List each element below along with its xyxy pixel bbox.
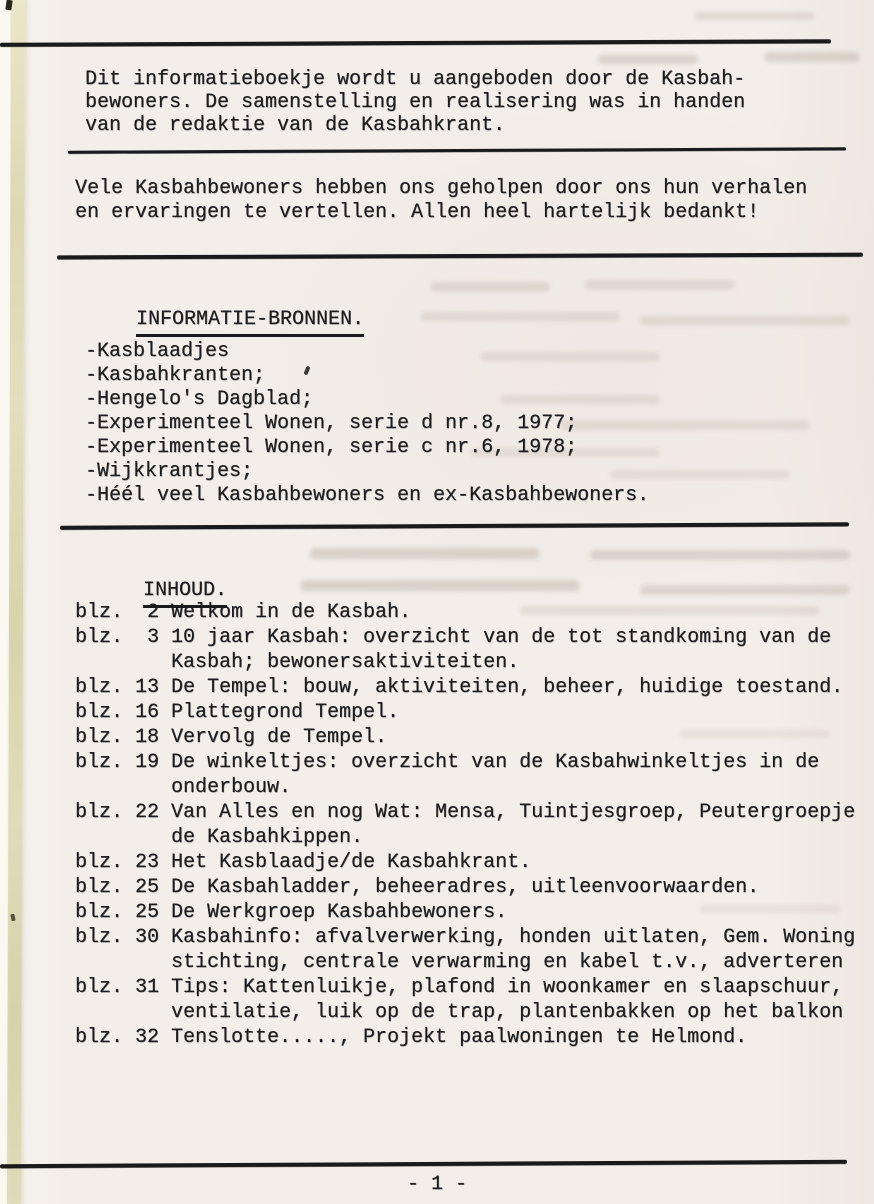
bleed-through-mark: [310, 548, 540, 559]
toc-entry-line: blz. 13 De Tempel: bouw, aktiviteiten, beheer, huidige toestand.: [75, 676, 844, 699]
source-item: -Hengelo's Dagblad;: [85, 388, 314, 411]
toc-entry: [75, 600, 855, 625]
toc-entry-line: blz. 30 Kasbahinfo: afvalverwerking, honden uitlaten, Gem. Woning: [75, 926, 856, 949]
toc-entry: [75, 900, 855, 925]
bleed-through-mark: [640, 316, 850, 325]
paragraph-line: van de redaktie van de Kasbahkrant.: [85, 114, 506, 137]
bleed-through-mark: [585, 280, 735, 290]
horizontal-rule: [60, 522, 849, 529]
source-item: -Experimenteel Wonen, serie d nr.8, 1977;: [85, 412, 578, 435]
toc-entry-line: blz. 32 Tenslotte....., Projekt paalwoningen te Helmond.: [75, 1026, 748, 1049]
bleed-through-mark: [430, 282, 550, 292]
source-item: -Héél veel Kasbahbewoners en ex-Kasbahbewoners.: [85, 484, 650, 507]
horizontal-rule: [57, 253, 863, 260]
paragraph-line: en ervaringen te vertellen. Allen heel hartelijk bedankt!: [75, 201, 760, 224]
bleed-through-mark: [300, 580, 580, 591]
toc-entry: [75, 975, 855, 1025]
intro-paragraph: [85, 68, 745, 137]
toc-entry: [75, 875, 855, 900]
toc-list: [75, 600, 855, 1050]
toc-entry: [75, 625, 855, 675]
sources-list: [85, 340, 649, 508]
toc-entry-line: blz. 23 Het Kasblaadje/de Kasbahkrant.: [75, 851, 532, 874]
toc-entry: [75, 925, 855, 975]
acknowledgement-paragraph: [75, 177, 807, 225]
source-item: -Wijkkrantjes;: [85, 460, 254, 483]
bleed-through-mark: [764, 52, 860, 62]
toc-entry-line: blz. 31 Tips: Kattenluikje, plafond in woonkamer en slaapschuur,: [75, 976, 844, 999]
toc-wrap-line: de Kasbahkippen.: [75, 826, 364, 849]
toc-entry: [75, 850, 855, 875]
toc-entry-line: blz. 25 De Kasbahladder, beheeradres, uitleenvoorwaarden.: [75, 876, 760, 899]
source-item: -Kasblaadjes: [85, 340, 230, 363]
toc-entry-line: blz. 22 Van Alles en nog Wat: Mensa, Tuintjesgroep, Peutergroepje: [75, 801, 856, 824]
bleed-through-mark: [640, 585, 850, 595]
toc-entry-line: blz. 2 Welkom in de Kasbah.: [75, 601, 412, 624]
source-item: -Kasbahkranten;: [85, 364, 266, 387]
horizontal-rule-bottom: [0, 1160, 847, 1168]
page-edge-strip: [7, 0, 25, 1204]
toc-wrap-line: Kasbah; bewonersaktiviteiten.: [75, 651, 520, 674]
toc-entry-line: blz. 18 Vervolg de Tempel.: [75, 726, 388, 749]
toc-entry-line: blz. 19 De winkeltjes: overzicht van de Kasbahwinkeltjes in de: [75, 751, 820, 774]
toc-entry-line: blz. 25 De Werkgroep Kasbahbewoners.: [75, 901, 508, 924]
paragraph-line: Vele Kasbahbewoners hebben ons geholpen door ons hun verhalen: [75, 177, 808, 200]
toc-entry-line: blz. 16 Plattegrond Tempel.: [75, 701, 400, 724]
contents-heading-text: INHOUD.: [143, 579, 227, 608]
horizontal-rule-top: [0, 39, 831, 47]
sources-heading-text: INFORMATIE-BRONNEN.: [136, 308, 364, 337]
horizontal-rule: [68, 147, 846, 153]
toc-wrap-line: ventilatie, luik op de trap, plantenbakken op het balkon: [75, 1001, 844, 1024]
bleed-through-mark: [420, 312, 620, 321]
paragraph-line: Dit informatieboekje wordt u aangeboden door de Kasbah-: [85, 68, 746, 91]
toc-wrap-line: stichting, centrale verwarming en kabel t.v., adverteren: [75, 951, 844, 974]
toc-entry-line: blz. 3 10 jaar Kasbah: overzicht van de tot standkoming van de: [75, 626, 832, 649]
bleed-through-mark: [590, 550, 850, 560]
source-item: -Experimenteel Wonen, serie c nr.6, 1978;: [85, 436, 578, 459]
bleed-through-mark: [694, 12, 814, 20]
toc-entry: [75, 1025, 855, 1050]
paragraph-line: bewoners. De samenstelling en realisering was in handen: [85, 91, 746, 114]
bleed-through-mark: [598, 55, 698, 64]
page-number: - 1 -: [406, 1173, 467, 1196]
toc-entry: [75, 675, 855, 700]
toc-wrap-line: onderbouw.: [75, 776, 292, 799]
toc-entry: [75, 700, 855, 725]
toc-entry: [75, 750, 855, 800]
toc-entry: [75, 800, 855, 850]
toc-entry: [75, 725, 855, 750]
